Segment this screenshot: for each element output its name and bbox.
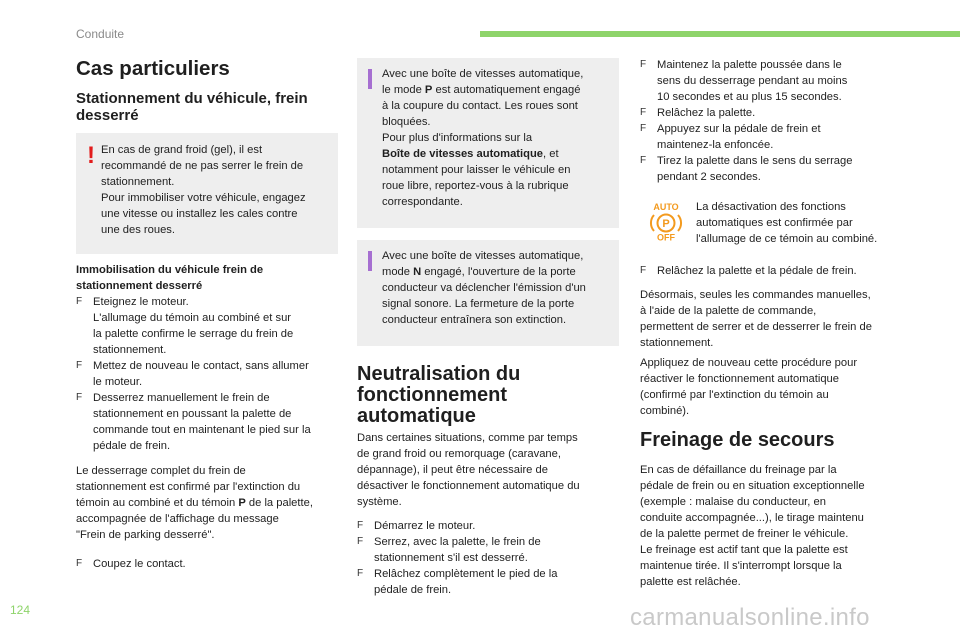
bullet-icon: F — [640, 265, 647, 276]
info-note-neutral — [357, 240, 619, 346]
warning-note — [76, 133, 338, 254]
list-item: F Démarrez le moteur. — [357, 520, 476, 532]
section-title-cas-particuliers: Cas particuliers — [76, 57, 230, 80]
immobilisation-block — [76, 262, 338, 454]
section-title-freinage-secours: Freinage de secours — [640, 429, 835, 451]
bullet-icon: F — [76, 296, 83, 307]
bullet-icon: F — [640, 123, 647, 134]
list-item: F Coupez le contact. — [76, 558, 186, 570]
warning-line: une des roues. — [101, 224, 176, 236]
info-marker-icon — [368, 251, 372, 271]
section-label: Conduite — [76, 27, 125, 41]
watermark: carmanualsonline.info — [630, 604, 870, 631]
subtitle-stationnement: Stationnement du véhicule, frein desserré — [76, 90, 308, 124]
list-item: F Relâchez complètement le pied de la pédale de frein. — [357, 568, 558, 596]
info-text: Avec une boîte de vitesses automatique, le mode P est automatiquement engagé à la coupure du contact. Les roues sont bloquées. Pour plus d'informations sur la Boîte de vitesses automatique, et notamment pour laisser le véhicule en roue libre, reportez-vous à la rubrique correspondante. — [382, 68, 584, 208]
bullet-icon: F — [76, 360, 83, 371]
immob-heading-line2: stationnement desserré — [76, 280, 203, 292]
list-item: F Relâchez la palette. — [640, 107, 756, 119]
bullet-icon: F — [640, 59, 647, 70]
info-text: Avec une boîte de vitesses automatique, mode N engagé, l'ouverture de la porte conducteur va déclencher l'émission d'un signal sonore. La fermeture de la porte conducteur entraînera son extinction. — [382, 250, 586, 326]
icon-label-off: OFF — [657, 232, 675, 241]
list-item: F Tirez la palette dans le sens du serrage pendant 2 secondes. — [640, 155, 853, 183]
release-step — [640, 263, 910, 279]
neutralisation-steps — [357, 518, 619, 598]
bullet-icon: F — [357, 520, 364, 531]
bullet-icon: F — [76, 558, 83, 569]
bullet-icon: F — [357, 568, 364, 579]
header-accent-bar — [480, 31, 960, 37]
list-item: F Mettez de nouveau le contact, sans allumer le moteur. — [76, 360, 309, 388]
warning-exclamation-icon: ! — [87, 142, 95, 169]
bullet-icon: F — [640, 107, 647, 118]
list-item: F Relâchez la palette et la pédale de frein. — [640, 265, 857, 277]
info-marker-icon — [368, 69, 372, 89]
icon-label-auto: AUTO — [653, 202, 679, 212]
warning-line: recommandé de ne pas serrer le frein de — [101, 160, 304, 172]
list-item: F Maintenez la palette poussée dans le sens du desserrage pendant au moins 10 secondes et au plus 15 secondes. — [640, 59, 848, 103]
desserrage-paragraph: Le desserrage complet du frein de stationnement est confirmé par l'extinction du témoin au combiné et du témoin P de la palette, accompagnée de l'affichage du message "Frein de parking desserré". — [76, 465, 313, 541]
neutralisation-paragraph: Dans certaines situations, comme par temps de grand froid ou remorquage (caravane, dépannage), il peut être nécessaire de désactiver le fonctionnement automatique du système. — [357, 432, 580, 508]
icon-label-p: P — [662, 218, 670, 230]
emergency-paragraph: En cas de défaillance du freinage par la pédale de frein ou en situation exceptionnelle (exemple : malaise du conducteur, en conduite accompagnée...), le tirage maintenu de la palette permet de freiner le véhicule. Le freinage est actif tant que la palette est maintenue tirée. Il s'interrompt lorsque la palette est relâchée. — [640, 464, 865, 588]
list-item: F Desserrez manuellement le frein de stationnement en poussant la palette de commande tout en maintenant le pied sur la pédale de frein. — [76, 392, 311, 452]
manual-paragraph: Désormais, seules les commandes manuelles, à l'aide de la palette de commande, permettent de serrer et de desserrer le frein de stationnement. — [640, 289, 872, 349]
bullet-icon: F — [640, 155, 647, 166]
deactivation-steps — [640, 57, 910, 185]
warning-line: Pour immobiliser votre véhicule, engagez — [101, 192, 306, 204]
page-number: 124 — [10, 603, 31, 617]
list-item: F Serrez, avec la palette, le frein de stationnement s'il est desserré. — [357, 536, 541, 564]
list-item: F Appuyez sur la pédale de frein et maintenez-la enfoncée. — [640, 123, 821, 151]
warning-line: En cas de grand froid (gel), il est — [101, 144, 263, 156]
warning-line: stationnement. — [101, 176, 175, 188]
warning-line: une vitesse ou installez les cales contre — [101, 208, 298, 220]
bullet-icon: F — [357, 536, 364, 547]
final-step — [76, 556, 338, 572]
reactivation-paragraph: Appliquez de nouveau cette procédure pour réactiver le fonctionnement automatique (confirmé par l'extinction du témoin au combiné). — [640, 357, 858, 417]
immob-heading-line1: Immobilisation du véhicule frein de — [76, 264, 264, 276]
section-title-neutralisation: Neutralisation du fonctionnement automatique — [357, 363, 521, 427]
auto-p-off-icon — [648, 201, 684, 241]
icon-description: La désactivation des fonctions automatiques est confirmée par l'allumage de ce témoin au combiné. — [696, 201, 878, 245]
immob-steps — [76, 294, 338, 454]
bullet-icon: F — [76, 392, 83, 403]
info-note-automatic — [357, 58, 619, 228]
warning-text — [101, 142, 328, 238]
list-item: F Eteignez le moteur. L'allumage du témoin au combiné et sur la palette confirme le serrage du frein de stationnement. — [76, 296, 294, 356]
